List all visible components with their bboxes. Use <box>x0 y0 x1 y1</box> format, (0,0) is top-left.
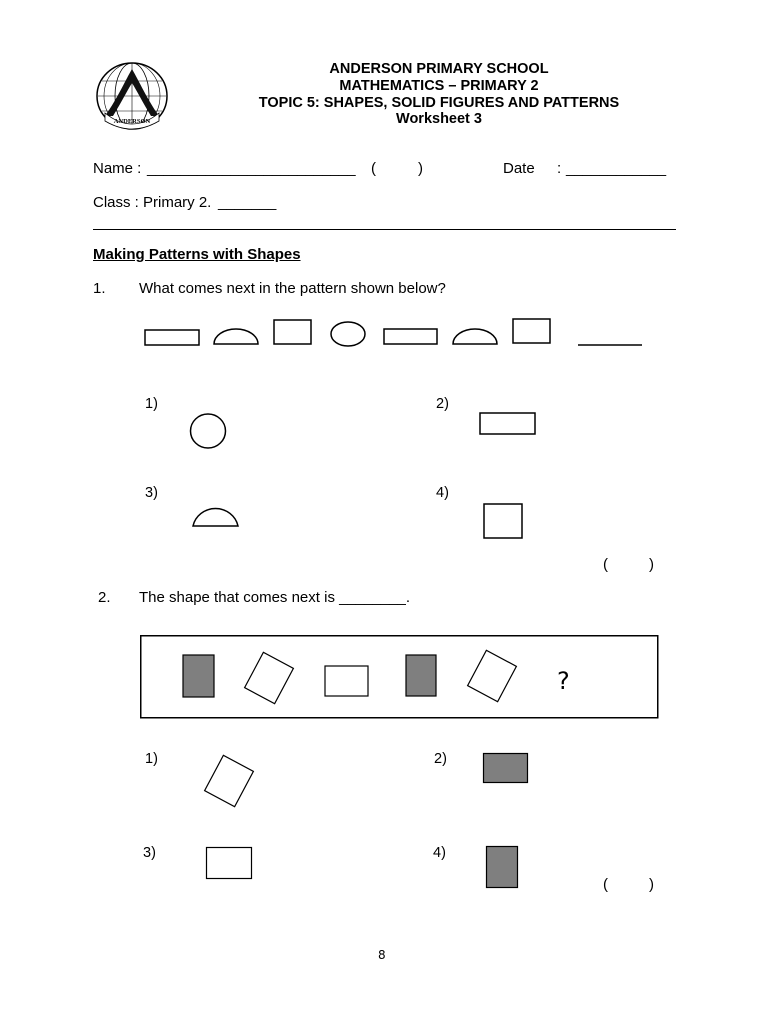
q1-answer-paren-close: ) <box>649 556 654 573</box>
index-paren-close: ) <box>418 160 423 177</box>
q1-pattern <box>140 315 650 355</box>
q2-number: 2. <box>98 589 111 606</box>
index-paren-open: ( <box>371 160 376 177</box>
q2-option-4-label[interactable]: 4) <box>433 845 446 861</box>
q1-answer-paren-open: ( <box>603 556 608 573</box>
name-field[interactable]: _________________________ <box>147 160 356 177</box>
class-label: Class : Primary 2. <box>93 194 212 211</box>
q2-option-4-grey-rectangle[interactable] <box>485 845 520 890</box>
pattern-semicircle <box>214 329 258 344</box>
class-field[interactable]: _______ <box>218 194 277 211</box>
logo-text: ANDERSON <box>113 118 151 125</box>
pattern-rectangle <box>145 330 199 345</box>
date-field[interactable]: ____________ <box>566 160 667 177</box>
pattern-grey-rectangle <box>406 655 436 696</box>
pattern-square <box>513 319 550 343</box>
q2-text: The shape that comes next is ________. <box>139 589 411 606</box>
pattern-flat-rectangle <box>325 666 368 696</box>
pattern-semicircle <box>453 329 497 344</box>
worksheet-title: Worksheet 3 <box>396 111 482 127</box>
q2-option-3-flat-rectangle[interactable] <box>205 846 254 881</box>
q2-option-1-tilted-rectangle[interactable] <box>200 753 258 809</box>
date-label: Date <box>503 160 535 177</box>
pattern-circle <box>331 322 365 346</box>
q1-number: 1. <box>93 280 106 297</box>
school-name: ANDERSON PRIMARY SCHOOL <box>329 61 549 77</box>
date-colon: : <box>557 160 562 177</box>
q2-answer-paren-close: ) <box>649 876 654 893</box>
q2-option-3-label[interactable]: 3) <box>143 845 156 861</box>
school-logo <box>95 61 169 133</box>
pattern-rectangle <box>384 329 437 344</box>
q1-option-1-label[interactable]: 1) <box>145 396 158 412</box>
q2-option-2-label[interactable]: 2) <box>434 751 447 767</box>
q1-answer-box[interactable] <box>614 556 648 574</box>
pattern-tilted-rectangle <box>245 652 294 703</box>
q1-option-4-label[interactable]: 4) <box>436 485 449 501</box>
pattern-tilted-rectangle <box>468 650 517 701</box>
name-label: Name : <box>93 160 142 177</box>
q2-answer-box[interactable] <box>614 876 648 894</box>
pattern-grey-rectangle <box>183 655 214 697</box>
q1-text: What comes next in the pattern shown below? <box>139 280 446 297</box>
question-mark: ? <box>557 667 570 695</box>
q1-option-3-label[interactable]: 3) <box>145 485 158 501</box>
q2-option-1-label[interactable]: 1) <box>145 751 158 767</box>
page-number: 8 <box>378 948 386 962</box>
q1-option-1-circle[interactable] <box>188 412 228 450</box>
q1-option-3-semicircle[interactable] <box>191 501 241 529</box>
subject-title: MATHEMATICS – PRIMARY 2 <box>339 78 539 94</box>
topic-title: TOPIC 5: SHAPES, SOLID FIGURES AND PATTERNS <box>258 95 620 111</box>
q1-option-2-rectangle[interactable] <box>478 411 538 437</box>
section-title: Making Patterns with Shapes <box>93 246 301 263</box>
header-divider <box>93 229 676 230</box>
q2-option-2-grey-rectangle[interactable] <box>482 752 530 785</box>
pattern-square <box>274 320 311 344</box>
q1-option-4-square[interactable] <box>482 502 526 540</box>
q2-pattern-box <box>140 635 659 720</box>
q1-option-2-label[interactable]: 2) <box>436 396 449 412</box>
q2-answer-paren-open: ( <box>603 876 608 893</box>
